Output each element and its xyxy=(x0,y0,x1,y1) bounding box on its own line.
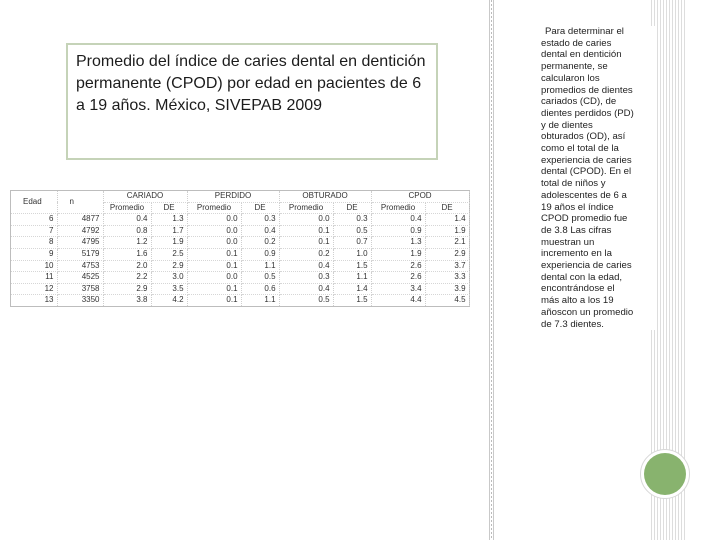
sidebar-line: encontrándose el xyxy=(541,283,615,295)
cell-value: 1.9 xyxy=(371,248,425,260)
cell-n: 4795 xyxy=(57,237,103,249)
cell-value: 1.3 xyxy=(371,237,425,249)
cell-value: 0.1 xyxy=(279,225,333,237)
sidebar-description xyxy=(541,26,657,330)
cell-value: 1.6 xyxy=(103,248,151,260)
sidebar-line: calcularon los xyxy=(541,72,600,84)
subheader-promedio: Promedio xyxy=(187,202,241,214)
sidebar-line: dental (CPOD). En el xyxy=(541,166,632,178)
table-row xyxy=(11,248,469,260)
cell-value: 0.1 xyxy=(187,295,241,306)
cell-value: 2.2 xyxy=(103,272,151,284)
table-row xyxy=(11,214,469,226)
cell-value: 0.7 xyxy=(333,237,371,249)
sidebar-divider-line xyxy=(489,0,490,540)
cell-value: 0.4 xyxy=(103,214,151,226)
cell-value: 3.4 xyxy=(371,283,425,295)
cell-value: 0.9 xyxy=(241,248,279,260)
cell-edad: 11 xyxy=(11,272,57,284)
sidebar-line: muestran un xyxy=(541,236,595,248)
cell-value: 0.4 xyxy=(279,260,333,272)
cell-edad: 9 xyxy=(11,248,57,260)
header-obturado: OBTURADO xyxy=(279,191,371,202)
cell-value: 0.8 xyxy=(103,225,151,237)
subheader-de: DE xyxy=(425,202,469,214)
sidebar-line: experiencia de caries xyxy=(541,260,632,272)
cell-value: 1.0 xyxy=(333,248,371,260)
subheader-de: DE xyxy=(333,202,371,214)
cell-value: 0.5 xyxy=(241,272,279,284)
cell-value: 2.9 xyxy=(151,260,187,272)
cell-value: 0.5 xyxy=(333,225,371,237)
cell-value: 2.9 xyxy=(103,283,151,295)
cell-value: 4.5 xyxy=(425,295,469,306)
cell-value: 1.4 xyxy=(333,283,371,295)
cell-value: 1.1 xyxy=(333,272,371,284)
cell-edad: 7 xyxy=(11,225,57,237)
cell-edad: 8 xyxy=(11,237,57,249)
sidebar-divider-dotted xyxy=(491,0,492,540)
cell-value: 0.4 xyxy=(241,225,279,237)
title-box xyxy=(66,43,438,160)
sidebar-line: de 7.3 dientes. xyxy=(541,318,604,330)
subheader-de: DE xyxy=(151,202,187,214)
sidebar-line: experiencia de caries xyxy=(541,154,632,166)
header-cariado: CARIADO xyxy=(103,191,187,202)
cell-value: 0.2 xyxy=(241,237,279,249)
cell-n: 4525 xyxy=(57,272,103,284)
sidebar-line: de 3.8 Las cifras xyxy=(541,224,612,236)
cell-value: 2.9 xyxy=(425,248,469,260)
cell-value: 3.8 xyxy=(103,295,151,306)
cell-value: 0.2 xyxy=(279,248,333,260)
header-edad: Edad xyxy=(11,191,57,214)
cell-value: 2.6 xyxy=(371,272,425,284)
cell-value: 0.4 xyxy=(279,283,333,295)
sidebar-line: total de niños y xyxy=(541,178,606,190)
cell-n: 4792 xyxy=(57,225,103,237)
cell-value: 3.3 xyxy=(425,272,469,284)
sidebar-line: dientes perdidos (PD) xyxy=(541,107,634,119)
cell-value: 1.9 xyxy=(151,237,187,249)
cpod-table xyxy=(10,190,470,307)
cell-value: 0.5 xyxy=(279,295,333,306)
sidebar-line: como el total de la xyxy=(541,143,619,155)
cell-value: 0.1 xyxy=(279,237,333,249)
cell-value: 1.4 xyxy=(425,214,469,226)
sidebar-line: cariados (CD), de xyxy=(541,96,617,108)
table-row xyxy=(11,237,469,249)
cell-value: 1.5 xyxy=(333,295,371,306)
sidebar-line: obturados (OD), así xyxy=(541,131,626,143)
table-row xyxy=(11,225,469,237)
cell-n: 3350 xyxy=(57,295,103,306)
cell-value: 0.3 xyxy=(241,214,279,226)
cell-edad: 12 xyxy=(11,283,57,295)
sidebar-line: incremento en la xyxy=(541,248,612,260)
subheader-de: DE xyxy=(241,202,279,214)
table-row xyxy=(11,272,469,284)
table-group-header-row xyxy=(11,191,469,202)
sidebar-line: Para determinar el xyxy=(545,26,624,37)
cell-value: 0.0 xyxy=(187,214,241,226)
cell-value: 2.5 xyxy=(151,248,187,260)
cell-value: 1.2 xyxy=(103,237,151,249)
cell-value: 0.0 xyxy=(279,214,333,226)
cell-edad: 6 xyxy=(11,214,57,226)
cell-value: 0.9 xyxy=(371,225,425,237)
cell-value: 1.5 xyxy=(333,260,371,272)
cell-n: 5179 xyxy=(57,248,103,260)
table-row xyxy=(11,260,469,272)
sidebar-line: y de dientes xyxy=(541,119,593,131)
cell-value: 0.1 xyxy=(187,248,241,260)
cell-value: 0.0 xyxy=(187,225,241,237)
cell-n: 3758 xyxy=(57,283,103,295)
cell-value: 0.0 xyxy=(187,237,241,249)
sidebar-line: promedios de dientes xyxy=(541,84,633,96)
sidebar-line: más alto a los 19 xyxy=(541,295,614,307)
header-perdido: PERDIDO xyxy=(187,191,279,202)
cell-value: 0.4 xyxy=(371,214,425,226)
sidebar-line: dental con la edad, xyxy=(541,271,623,283)
slide-title: Promedio del índice de caries dental en dentición permanente (CPOD) por edad en pacientes de 6 a 19 años. México, SIVEPAB 2009 xyxy=(76,53,426,114)
cell-edad: 13 xyxy=(11,295,57,306)
cell-value: 3.7 xyxy=(425,260,469,272)
cell-value: 3.5 xyxy=(151,283,187,295)
sidebar-divider-line-2 xyxy=(493,0,494,540)
cell-value: 0.1 xyxy=(187,283,241,295)
cell-value: 1.7 xyxy=(151,225,187,237)
table-row xyxy=(11,295,469,306)
cell-value: 1.9 xyxy=(425,225,469,237)
cell-value: 2.1 xyxy=(425,237,469,249)
subheader-promedio: Promedio xyxy=(279,202,333,214)
decorative-green-circle xyxy=(644,453,686,495)
cell-value: 1.1 xyxy=(241,295,279,306)
cell-value: 3.9 xyxy=(425,283,469,295)
header-cpod: CPOD xyxy=(371,191,469,202)
cell-value: 4.2 xyxy=(151,295,187,306)
sidebar-line: CPOD promedio fue xyxy=(541,213,628,225)
header-n: n xyxy=(57,191,103,214)
sidebar-line: añoscon un promedio xyxy=(541,306,634,318)
cell-value: 2.6 xyxy=(371,260,425,272)
sidebar-line: permanente, se xyxy=(541,61,608,73)
sidebar-line: adolescentes de 6 a xyxy=(541,189,627,201)
sidebar-line: dental en dentición xyxy=(541,49,622,61)
sidebar-line: 19 años el índice xyxy=(541,201,614,213)
cell-value: 4.4 xyxy=(371,295,425,306)
cell-value: 2.0 xyxy=(103,260,151,272)
cell-n: 4877 xyxy=(57,214,103,226)
cell-value: 0.3 xyxy=(279,272,333,284)
cell-value: 1.3 xyxy=(151,214,187,226)
cell-value: 1.1 xyxy=(241,260,279,272)
cell-value: 0.0 xyxy=(187,272,241,284)
subheader-promedio: Promedio xyxy=(103,202,151,214)
table-row xyxy=(11,283,469,295)
cell-value: 3.0 xyxy=(151,272,187,284)
sidebar-line: estado de caries xyxy=(541,37,612,49)
cell-value: 0.1 xyxy=(187,260,241,272)
cell-value: 0.3 xyxy=(333,214,371,226)
cell-edad: 10 xyxy=(11,260,57,272)
subheader-promedio: Promedio xyxy=(371,202,425,214)
cell-value: 0.6 xyxy=(241,283,279,295)
cell-n: 4753 xyxy=(57,260,103,272)
